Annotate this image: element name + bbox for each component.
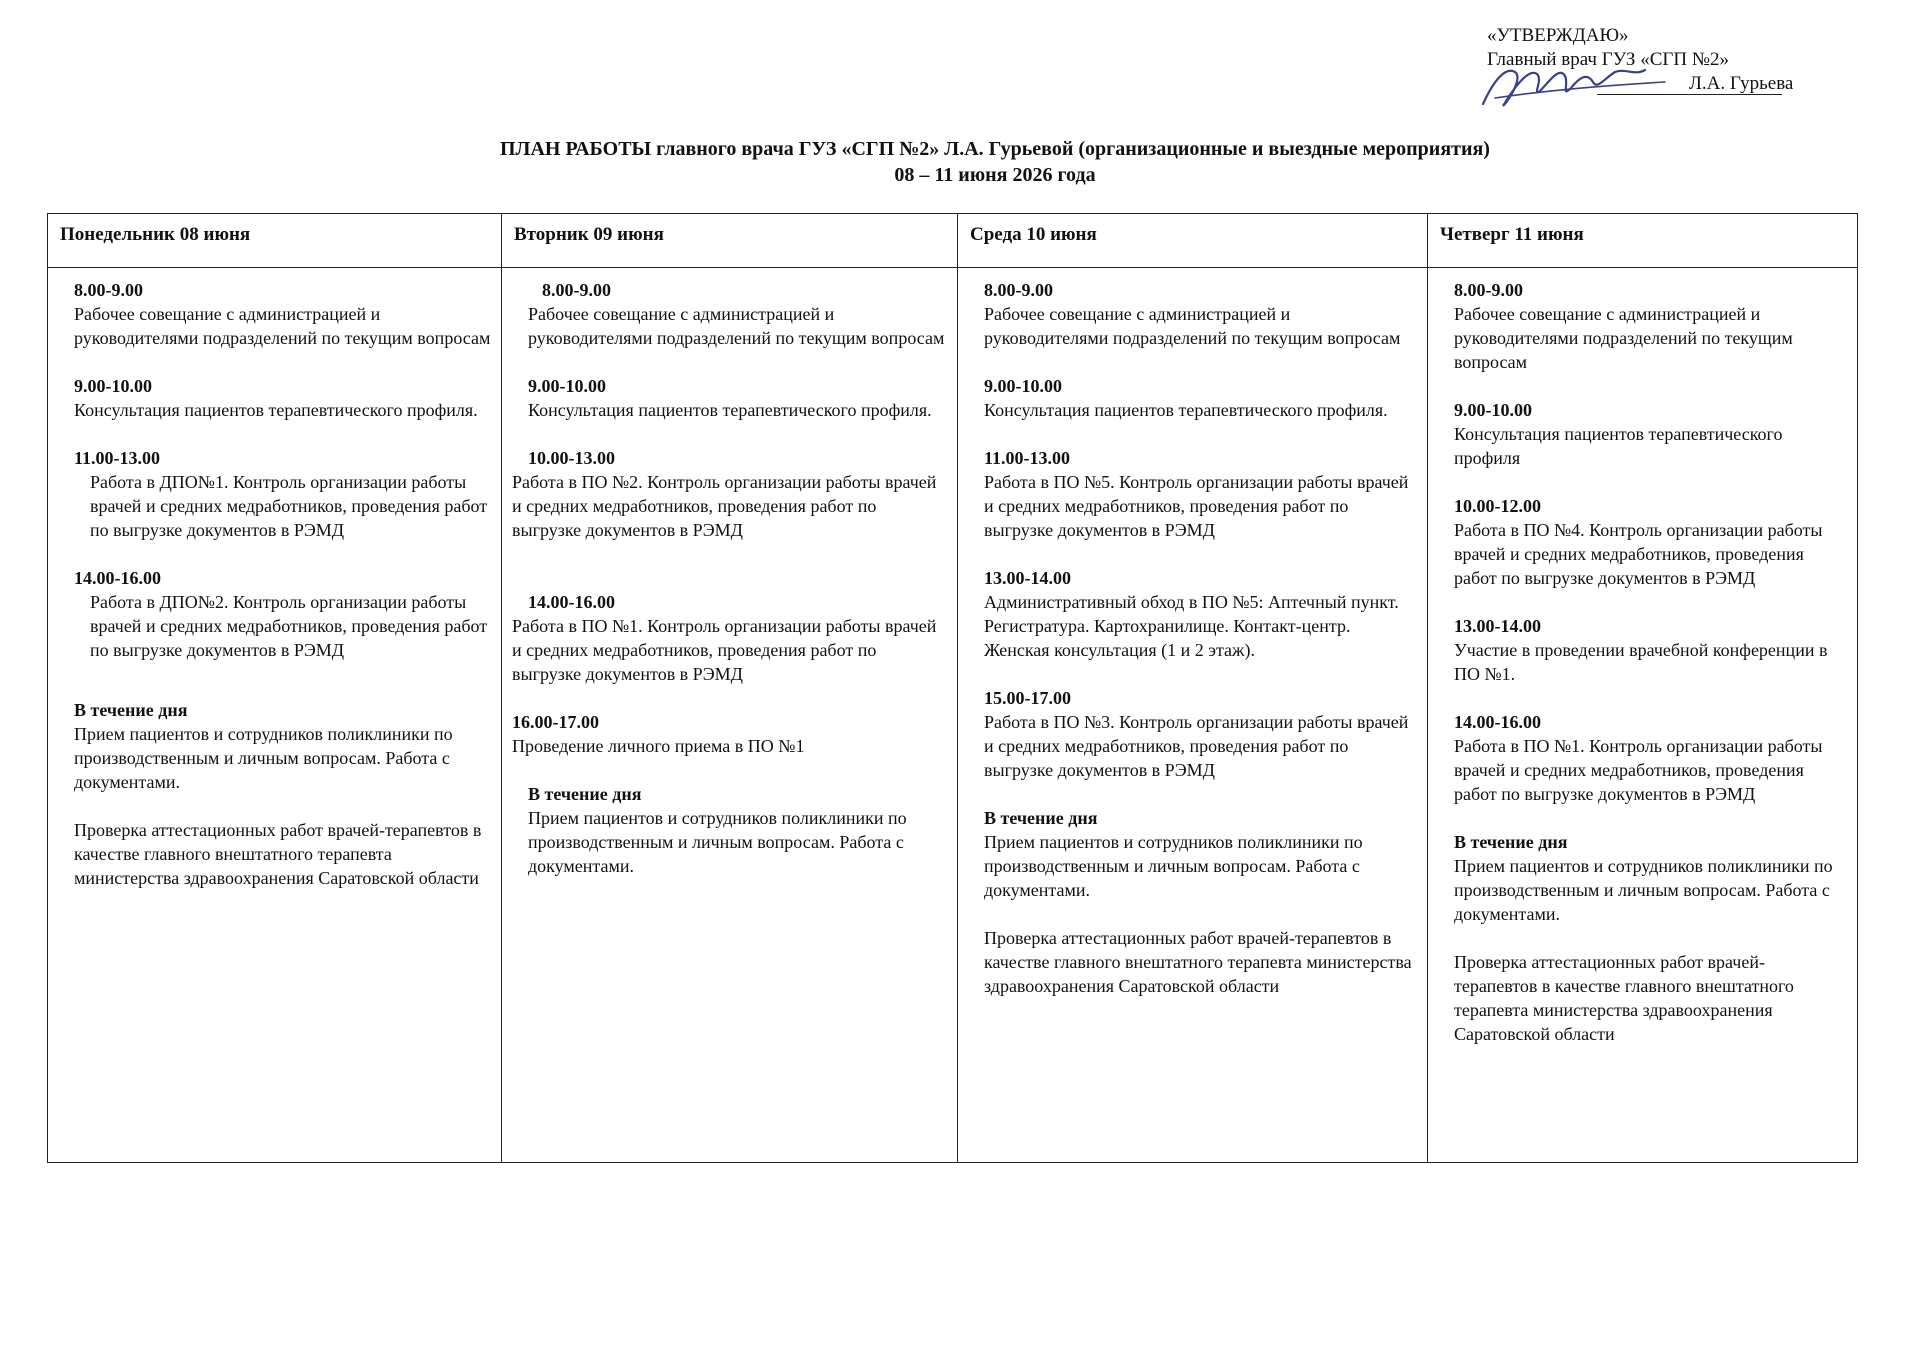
entry-time: 9.00-10.00 [528, 376, 606, 396]
schedule-entry [968, 446, 1417, 542]
extra-note: Проверка аттестационных работ врачей-терапевтов в качестве главного внештатного терапевта министерства здравоохранения Саратовской области [1454, 952, 1794, 1044]
entry-text: Административный обход в ПО №5: Аптечный пункт. Регистратура. Картохранилище. Контакт-центр. Женская консультация (1 и 2 этаж). [984, 592, 1399, 660]
schedule-entry [512, 278, 947, 350]
schedule-entry [968, 374, 1417, 422]
schedule-entry [1438, 494, 1847, 590]
entry-text: Работа в ПО №1. Контроль организации работы врачей и средних медработников, проведения работ по выгрузке документов в РЭМД [1454, 736, 1823, 804]
schedule-entry [968, 278, 1417, 350]
entry-time: 11.00-13.00 [984, 448, 1071, 468]
entry-time: 13.00-14.00 [984, 568, 1071, 588]
schedule-entry [58, 278, 491, 350]
schedule-entry [512, 374, 947, 422]
day-header-wednesday: Среда 10 июня [958, 214, 1428, 268]
entry-time: 9.00-10.00 [984, 376, 1062, 396]
handwritten-signature [1475, 42, 1675, 122]
entry-time: 13.00-14.00 [1454, 616, 1541, 636]
day-cell-thursday [1428, 268, 1858, 1163]
entry-text: Рабочее совещание с администрацией и руководителями подразделений по текущим вопросам [1454, 304, 1793, 372]
day-cell-tuesday [502, 268, 958, 1163]
schedule-entry [512, 446, 947, 542]
entry-time: 9.00-10.00 [74, 376, 152, 396]
entry-text: Проведение личного приема в ПО №1 [512, 736, 805, 756]
schedule-entry [58, 446, 491, 542]
entry-time: 14.00-16.00 [528, 592, 615, 612]
during-day-label: В течение дня [74, 700, 188, 720]
schedule-entry [968, 566, 1417, 662]
title-line-1: ПЛАН РАБОТЫ главного врача ГУЗ «СГП №2» Л.А. Гурьевой (организационные и выездные мероприятия) [500, 138, 1490, 160]
entry-time: 11.00-13.00 [74, 448, 161, 468]
extra-note: Проверка аттестационных работ врачей-терапевтов в качестве главного внештатного терапевта министерства здравоохранения Саратовской области [984, 928, 1412, 996]
entry-text: Работа в ПО №2. Контроль организации работы врачей и средних медработников, проведения работ по выгрузке документов в РЭМД [512, 472, 937, 540]
entry-text: Работа в ПО №5. Контроль организации работы врачей и средних медработников, проведения работ по выгрузке документов в РЭМД [984, 472, 1409, 540]
day-header-monday: Понедельник 08 июня [48, 214, 502, 268]
during-day-text: Прием пациентов и сотрудников поликлиники по производственным и личным вопросам. Работа с документами. [984, 832, 1363, 900]
during-day-block [512, 782, 947, 878]
during-day-block [968, 806, 1417, 902]
schedule-entry [512, 590, 947, 686]
entry-time: 8.00-9.00 [984, 280, 1053, 300]
entry-text: Консультация пациентов терапевтического профиля. [528, 400, 932, 420]
entry-text: Работа в ДПО№1. Контроль организации работы врачей и средних медработников, проведения работ по выгрузке документов в РЭМД [90, 472, 488, 540]
day-cell-wednesday [958, 268, 1428, 1163]
header-row [48, 214, 1858, 268]
day-cell-monday [48, 268, 502, 1163]
entry-text: Рабочее совещание с администрацией и руководителями подразделений по текущим вопросам [74, 304, 491, 348]
entry-text: Рабочее совещание с администрацией и руководителями подразделений по текущим вопросам [528, 304, 945, 348]
entry-text: Консультация пациентов терапевтического профиля. [984, 400, 1388, 420]
entry-text: Работа в ПО №4. Контроль организации работы врачей и средних медработников, проведения работ по выгрузке документов в РЭМД [1454, 520, 1823, 588]
entry-text: Рабочее совещание с администрацией и руководителями подразделений по текущим вопросам [984, 304, 1401, 348]
entry-time: 10.00-13.00 [528, 448, 615, 468]
during-day-label: В течение дня [1454, 832, 1568, 852]
schedule-entry [1438, 278, 1847, 374]
schedule-table [47, 213, 1858, 1163]
entry-time: 14.00-16.00 [1454, 712, 1541, 732]
schedule-entry [1438, 710, 1847, 806]
approver-name: Л.А. Гурьева [1689, 73, 1794, 94]
during-day-label: В течение дня [984, 808, 1098, 828]
entry-text: Работа в ДПО№2. Контроль организации работы врачей и средних медработников, проведения работ по выгрузке документов в РЭМД [90, 592, 488, 660]
entry-text: Работа в ПО №1. Контроль организации работы врачей и средних медработников, проведения работ по выгрузке документов в РЭМД [512, 616, 937, 684]
document-title [0, 136, 1920, 188]
entry-text: Участие в проведении врачебной конференции в ПО №1. [1454, 640, 1828, 684]
extra-note: Проверка аттестационных работ врачей-терапевтов в качестве главного внештатного терапевта министерства здравоохранения Саратовской области [74, 820, 482, 888]
entry-time: 8.00-9.00 [1454, 280, 1523, 300]
during-day-block [58, 698, 491, 794]
schedule-entry [512, 710, 947, 758]
entry-time: 8.00-9.00 [542, 280, 611, 300]
signature-row [1487, 72, 1847, 98]
during-day-text: Прием пациентов и сотрудников поликлиники по производственным и личным вопросам. Работа с документами. [528, 808, 907, 876]
schedule-entry [968, 686, 1417, 782]
schedule-entry [1438, 614, 1847, 686]
entry-text: Работа в ПО №3. Контроль организации работы врачей и средних медработников, проведения работ по выгрузке документов в РЭМД [984, 712, 1409, 780]
entry-text: Консультация пациентов терапевтического профиля [1454, 424, 1783, 468]
schedule-entry [58, 374, 491, 422]
entry-time: 8.00-9.00 [74, 280, 143, 300]
approval-heading: «УТВЕРЖДАЮ» [1487, 25, 1629, 46]
entry-time: 10.00-12.00 [1454, 496, 1541, 516]
schedule-row [48, 268, 1858, 1163]
during-day-text: Прием пациентов и сотрудников поликлиники по производственным и личным вопросам. Работа с документами. [74, 724, 453, 792]
approval-position: Главный врач ГУЗ «СГП №2» [1487, 49, 1729, 70]
during-day-block [1438, 830, 1847, 926]
entry-time: 14.00-16.00 [74, 568, 161, 588]
entry-time: 15.00-17.00 [984, 688, 1071, 708]
title-line-2: 08 – 11 июня 2026 года [894, 164, 1096, 186]
day-header-thursday: Четверг 11 июня [1428, 214, 1858, 268]
schedule-entry [1438, 398, 1847, 470]
day-header-tuesday: Вторник 09 июня [502, 214, 958, 268]
during-day-label: В течение дня [528, 784, 642, 804]
entry-time: 9.00-10.00 [1454, 400, 1532, 420]
approval-block [1487, 24, 1847, 98]
during-day-text: Прием пациентов и сотрудников поликлиники по производственным и личным вопросам. Работа с документами. [1454, 856, 1833, 924]
schedule-entry [58, 566, 491, 662]
entry-time: 16.00-17.00 [512, 712, 599, 732]
entry-text: Консультация пациентов терапевтического профиля. [74, 400, 478, 420]
